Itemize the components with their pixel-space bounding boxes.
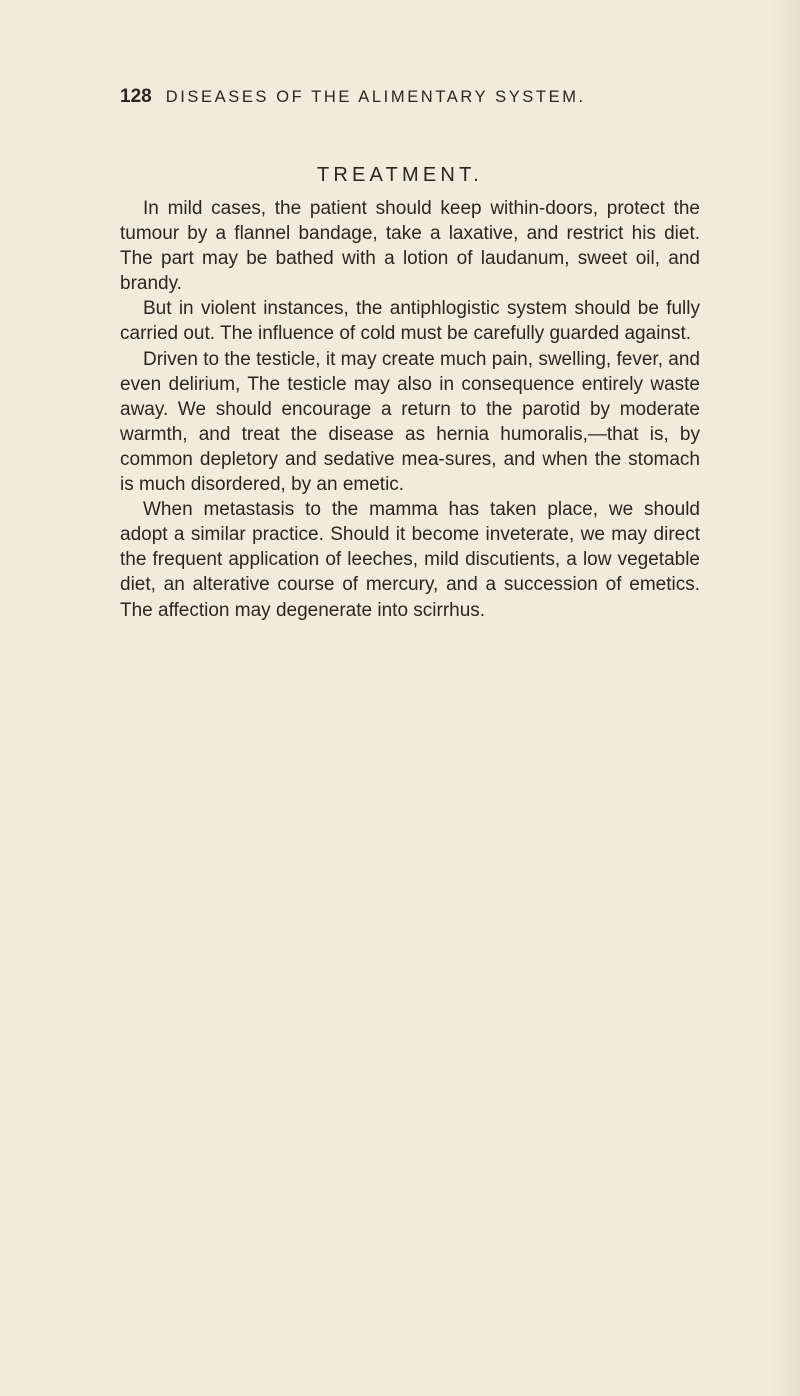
page-number: 128 [120, 86, 152, 107]
running-header [120, 86, 720, 108]
paragraph-metastasis-mamma: When metastasis to the mamma has taken place, we should adopt a similar practice. Should it become inveterate, we may direct the frequent application of leeches, mild discutients, a low vegetable diet, an alterative course of mercury, and a succession of emetics. The affection may degenerate into scirrhus. [120, 499, 700, 621]
running-title: DISEASES OF THE ALIMENTARY SYSTEM. [165, 88, 586, 106]
paragraph-mild-cases: In mild cases, the patient should keep within-doors, protect the tumour by a flannel bandage, take a laxative, and restrict his diet. The part may be bathed with a lotion of laudanum, sweet oil, and brandy. [120, 198, 700, 295]
section-heading: TREATMENT. [316, 164, 484, 186]
paragraph-testicle: Driven to the testicle, it may create much pain, swelling, fever, and even delirium, The testicle may also in consequence entirely waste away. We should encourage a return to the parotid by moderate warmth, and treat the disease as hernia humoralis,—that is, by common depletory and sedative mea-sures, and when the stomach is much disordered, by an emetic. [120, 348, 700, 496]
body-text [120, 196, 700, 623]
paragraph-violent-instances: But in violent instances, the antiphlogistic system should be fully carried out. The influence of cold must be carefully guarded against. [120, 298, 700, 345]
